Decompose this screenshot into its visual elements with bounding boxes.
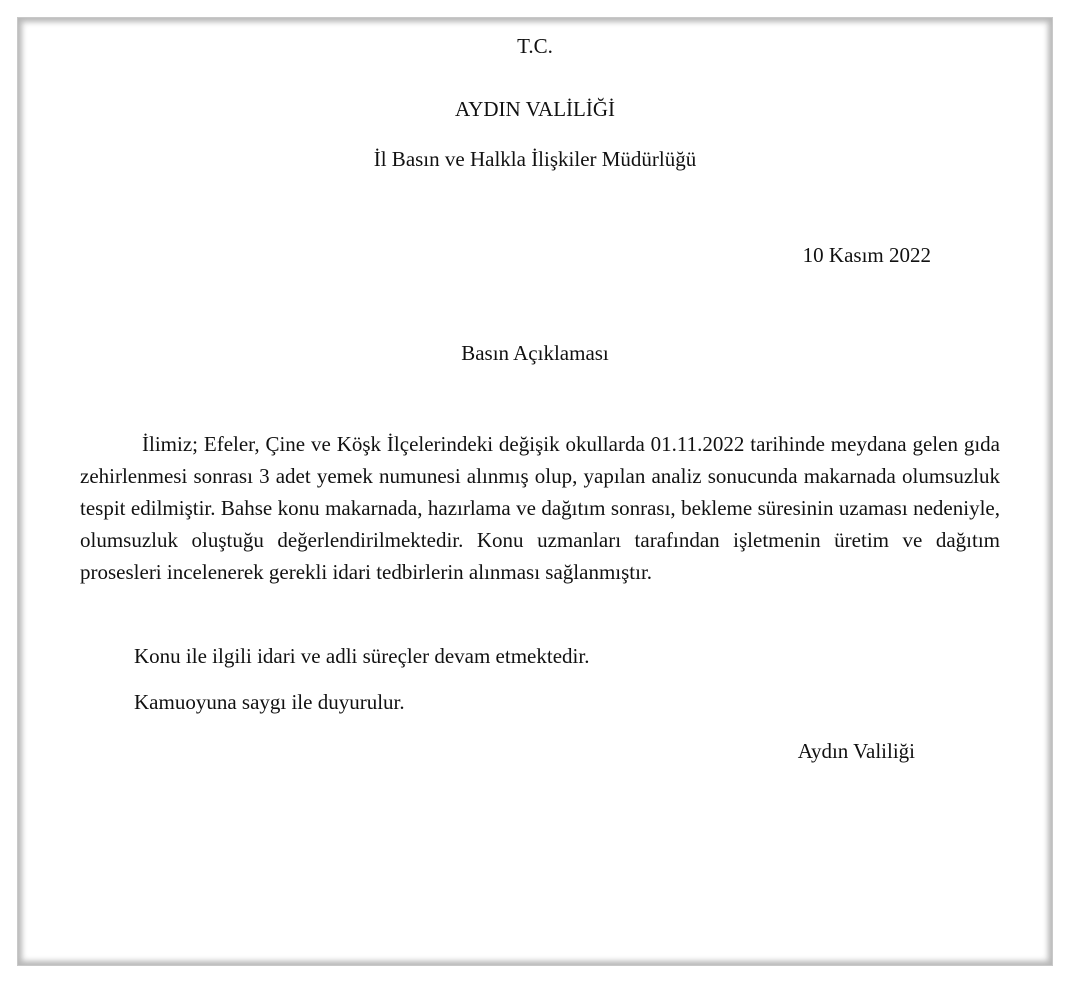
signature: Aydın Valiliği: [797, 739, 915, 763]
republic-header: T.C.: [517, 34, 553, 58]
process-paragraph: Konu ile ilgili idari ve adli süreçler devam etmektedir.: [134, 644, 590, 668]
main-paragraph: İlimiz; Efeler, Çine ve Köşk İlçelerindeki değişik okullarda 01.11.2022 tarihinde meydana gelen gıda zehirlenmesi sonrası 3 adet yemek numunesi alınmış olup, yapılan analiz sonucunda makarnada olumsuzluk tespit edilmiştir. Bahse konu makarnada, hazırlama ve dağıtım sonrası, bekleme süresinin uzaması nedeniyle, olumsuzluk oluştuğu değerlendirilmektedir. Konu uzmanları tarafından işletmenin üretim ve dağıtım prosesleri incelenerek gerekli idari tedbirlerin alınması sağlanmıştır.: [80, 432, 1000, 584]
governorship-header: AYDIN VALİLİĞİ: [454, 97, 616, 121]
department-header: İl Basın ve Halkla İlişkiler Müdürlüğü: [373, 147, 697, 171]
closing-paragraph: Kamuoyuna saygı ile duyurulur.: [134, 690, 405, 714]
document-date: 10 Kasım 2022: [802, 243, 931, 267]
document-title: Basın Açıklaması: [461, 341, 609, 365]
